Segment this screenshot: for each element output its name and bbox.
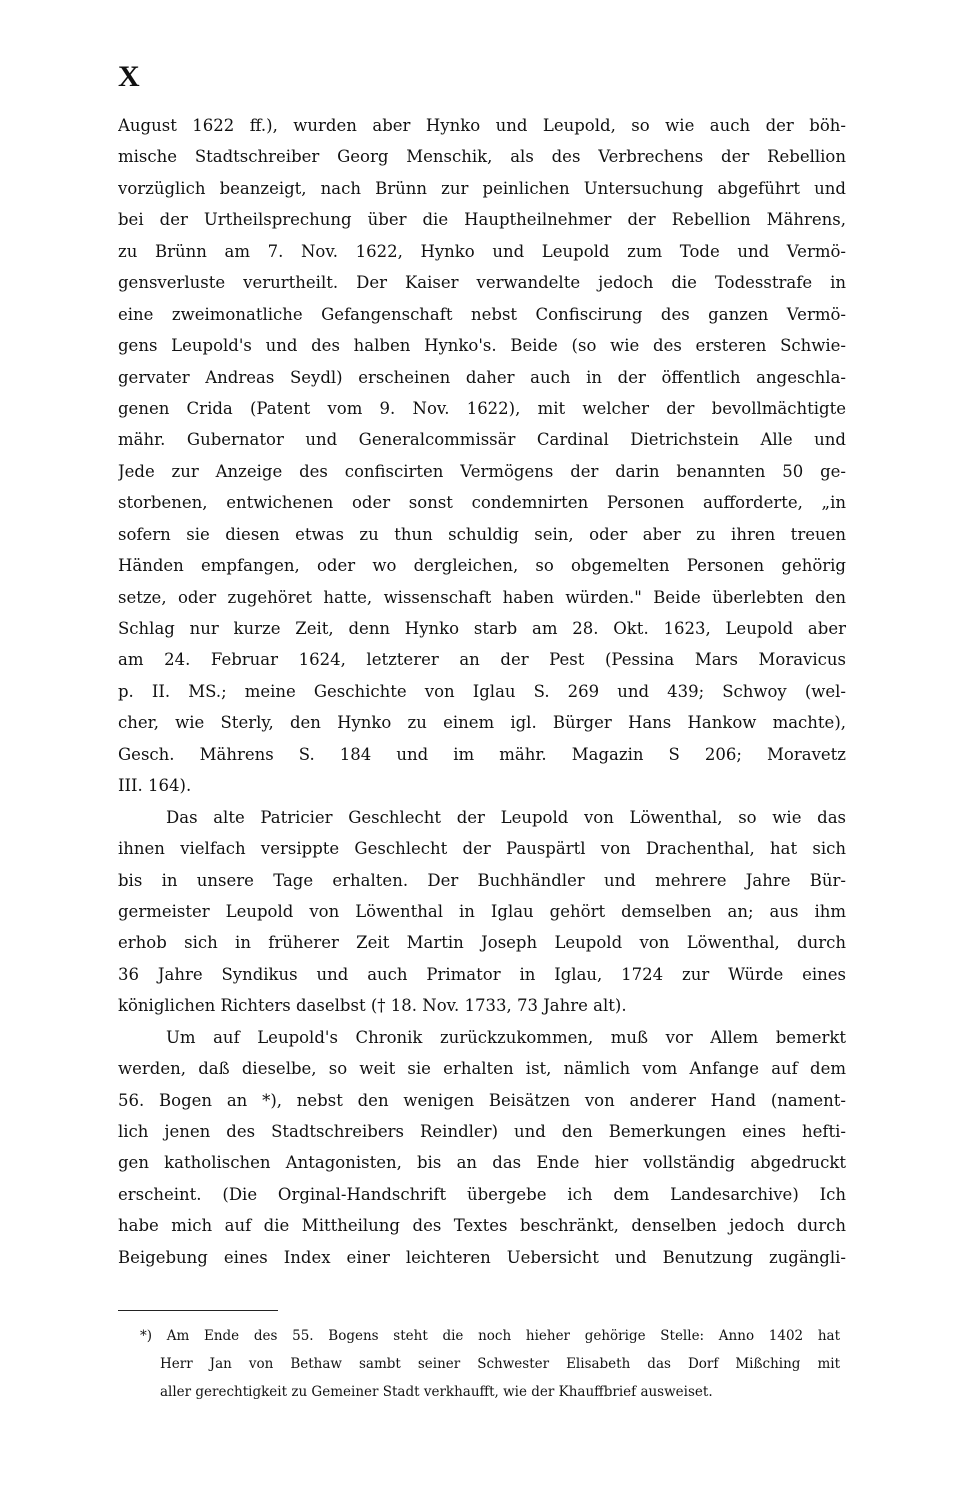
text-line: habe mich auf die Mittheilung des Textes beschränkt, denselben jedoch durch [118,1216,846,1236]
text-line: vorzüglich beanzeigt, nach Brünn zur peinlichen Untersuchung abgeführt und [118,178,846,198]
text-line: erhob sich in früherer Zeit Martin Joseph Leupold von Löwenthal, durch [118,933,846,953]
text-line: August 1622 ff.), wurden aber Hynko und Leupold, so wie auch der böh- [118,116,846,135]
text-line: cher, wie Sterly, den Hynko zu einem igl. Bürger Hans Hankow machte), [118,713,846,733]
paragraph-1 [118,110,846,802]
text-line: Gesch. Mährens S. 184 und im mähr. Magazin S 206; Moravetz [118,744,846,764]
main-text [118,110,846,1273]
text-line: Schlag nur kurze Zeit, denn Hynko starb am 28. Okt. 1623, Leupold aber [118,619,846,638]
text-line: 36 Jahre Syndikus und auch Primator in Iglau, 1724 zur Würde eines [118,964,846,984]
text-line: setze, oder zugehöret hatte, wissenschaft haben würden." Beide überlebten den [118,587,846,607]
text-line: zu Brünn am 7. Nov. 1622, Hynko und Leupold zum Tode und Vermö- [118,241,846,261]
text-line: bei der Urtheilsprechung über die Hauptheilnehmer der Rebellion Mährens, [118,210,846,230]
footnote-line: aller gerechtigkeit zu Gemeiner Stadt verkhaufft, wie der Khauffbrief ausweiset. [160,1384,713,1400]
paragraph-3 [118,1022,846,1274]
text-line: gervater Andreas Seydl) erscheinen daher auch in der öffentlich angeschla- [118,367,846,387]
text-line: gens Leupold's und des halben Hynko's. Beide (so wie des ersteren Schwie- [118,336,846,356]
text-line: eine zweimonatliche Gefangenschaft nebst Confiscirung des ganzen Vermö- [118,304,846,324]
text-line: genen Crida (Patent vom 9. Nov. 1622), mit welcher der bevollmächtigte [118,398,846,418]
footnote [140,1322,840,1406]
text-line: am 24. Februar 1624, letzterer an der Pest (Pessina Mars Moravicus [118,650,846,670]
footnote-divider [118,1310,278,1311]
text-line: bis in unsere Tage erhalten. Der Buchhändler und mehrere Jahre Bür- [118,870,846,890]
text-line: p. II. MS.; meine Geschichte von Iglau S. 269 und 439; Schwoy (wel- [118,681,846,701]
text-line: Beigebung eines Index einer leichteren Uebersicht und Benutzung zugängli- [118,1247,846,1267]
text-line: mische Stadtschreiber Georg Menschik, als des Verbrechens der Rebellion [118,147,846,167]
text-line: ihnen vielfach versippte Geschlecht der Pauspärtl von Drachenthal, hat sich [118,839,846,859]
page-number: X [118,60,140,93]
text-line: gen katholischen Antagonisten, bis an das Ende hier vollständig abgedruckt [118,1153,846,1173]
text-line: mähr. Gubernator und Generalcommissär Cardinal Dietrichstein Alle und [118,430,846,450]
text-line: germeister Leupold von Löwenthal in Iglau gehört demselben an; aus ihm [118,901,846,921]
text-line: Jede zur Anzeige des confiscirten Vermögens der darin benannten 50 ge- [118,461,846,481]
text-line: Das alte Patricier Geschlecht der Leupold von Löwenthal, so wie das [166,807,846,827]
paragraph-2 [118,802,846,1022]
text-line: gensverluste verurtheilt. Der Kaiser verwandelte jedoch die Todesstrafe in [118,273,846,293]
text-line: III. 164). [118,776,192,796]
text-line: storbenen, entwichenen oder sonst condemnirten Personen aufforderte, „in [118,493,846,513]
text-line: königlichen Richters daselbst († 18. Nov. 1733, 73 Jahre alt). [118,996,627,1016]
text-line: werden, daß dieselbe, so weit sie erhalten ist, nämlich vom Anfange auf dem [118,1059,846,1079]
text-line: sofern sie diesen etwas zu thun schuldig sein, oder aber zu ihren treuen [118,524,846,544]
text-line: Händen empfangen, oder wo dergleichen, so obgemelten Personen gehörig [118,556,846,576]
text-line: lich jenen des Stadtschreibers Reindler) und den Bemerkungen eines hefti- [118,1122,846,1141]
text-line: 56. Bogen an *), nebst den wenigen Beisätzen von anderer Hand (nament- [118,1090,846,1110]
text-line: Um auf Leupold's Chronik zurückzukommen, muß vor Allem bemerkt [166,1027,846,1047]
footnote-line: Herr Jan von Bethaw sambt seiner Schwester Elisabeth das Dorf Mißching mit [160,1356,840,1372]
text-line: erscheint. (Die Orginal-Handschrift übergebe ich dem Landesarchive) Ich [118,1184,846,1204]
footnote-line: *) Am Ende des 55. Bogens steht die noch hieher gehörige Stelle: Anno 1402 hat [140,1328,840,1344]
